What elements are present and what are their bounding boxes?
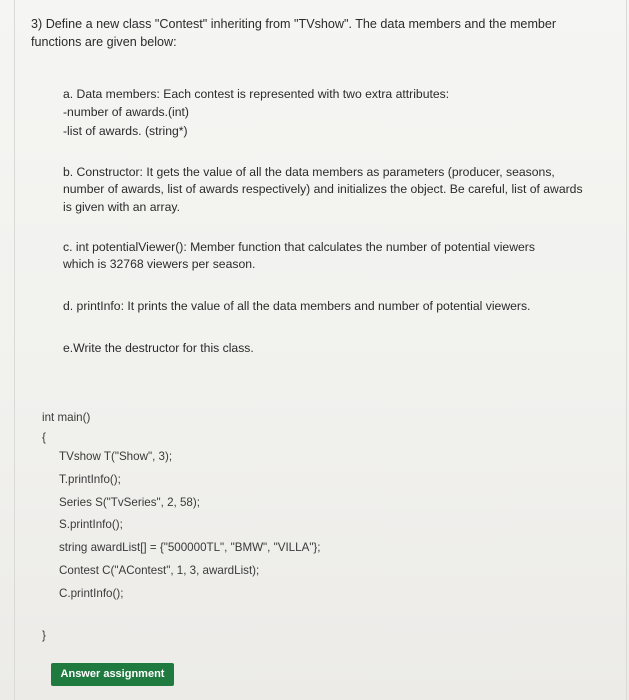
question-title-cont: functions are given below: — [31, 35, 177, 49]
code-line: { — [42, 431, 46, 444]
part-b-line-3: is given with an array. — [63, 200, 180, 214]
code-line: S.printInfo(); — [59, 518, 123, 531]
code-line: } — [42, 629, 46, 642]
code-line: Series S("TvSeries", 2, 58); — [59, 496, 200, 509]
part-a-item-1: -number of awards.(int) — [63, 105, 189, 119]
left-border — [14, 0, 15, 700]
part-b-line-2: number of awards, list of awards respectively) and initializes the object. Be careful, list of awards — [63, 182, 583, 196]
part-e-line-1: e.Write the destructor for this class. — [63, 341, 254, 355]
code-line: Contest C("AContest", 1, 3, awardList); — [59, 564, 260, 577]
code-line: TVshow T("Show", 3); — [59, 450, 173, 463]
answer-assignment-button[interactable]: Answer assignment — [51, 663, 174, 686]
right-border — [626, 0, 627, 700]
part-d-line-1: d. printInfo: It prints the value of all the data members and number of potential viewers. — [63, 299, 531, 313]
part-c-line-2: which is 32768 viewers per season. — [63, 257, 256, 271]
code-line: string awardList[] = {"500000TL", "BMW", "VILLA"}; — [59, 541, 321, 554]
part-a-heading: a. Data members: Each contest is represented with two extra attributes: — [63, 87, 450, 101]
question-title: 3) Define a new class "Contest" inheriting from "TVshow". The data members and the member — [31, 17, 557, 31]
part-c-line-1: c. int potentialViewer(): Member function that calculates the number of potential viewers — [63, 240, 535, 254]
part-a-item-2: -list of awards. (string*) — [63, 124, 188, 138]
code-line: C.printInfo(); — [59, 587, 124, 600]
code-line: T.printInfo(); — [59, 473, 121, 486]
code-line: int main() — [42, 411, 91, 424]
part-b-line-1: b. Constructor: It gets the value of all the data members as parameters (producer, seasons, — [63, 165, 555, 179]
